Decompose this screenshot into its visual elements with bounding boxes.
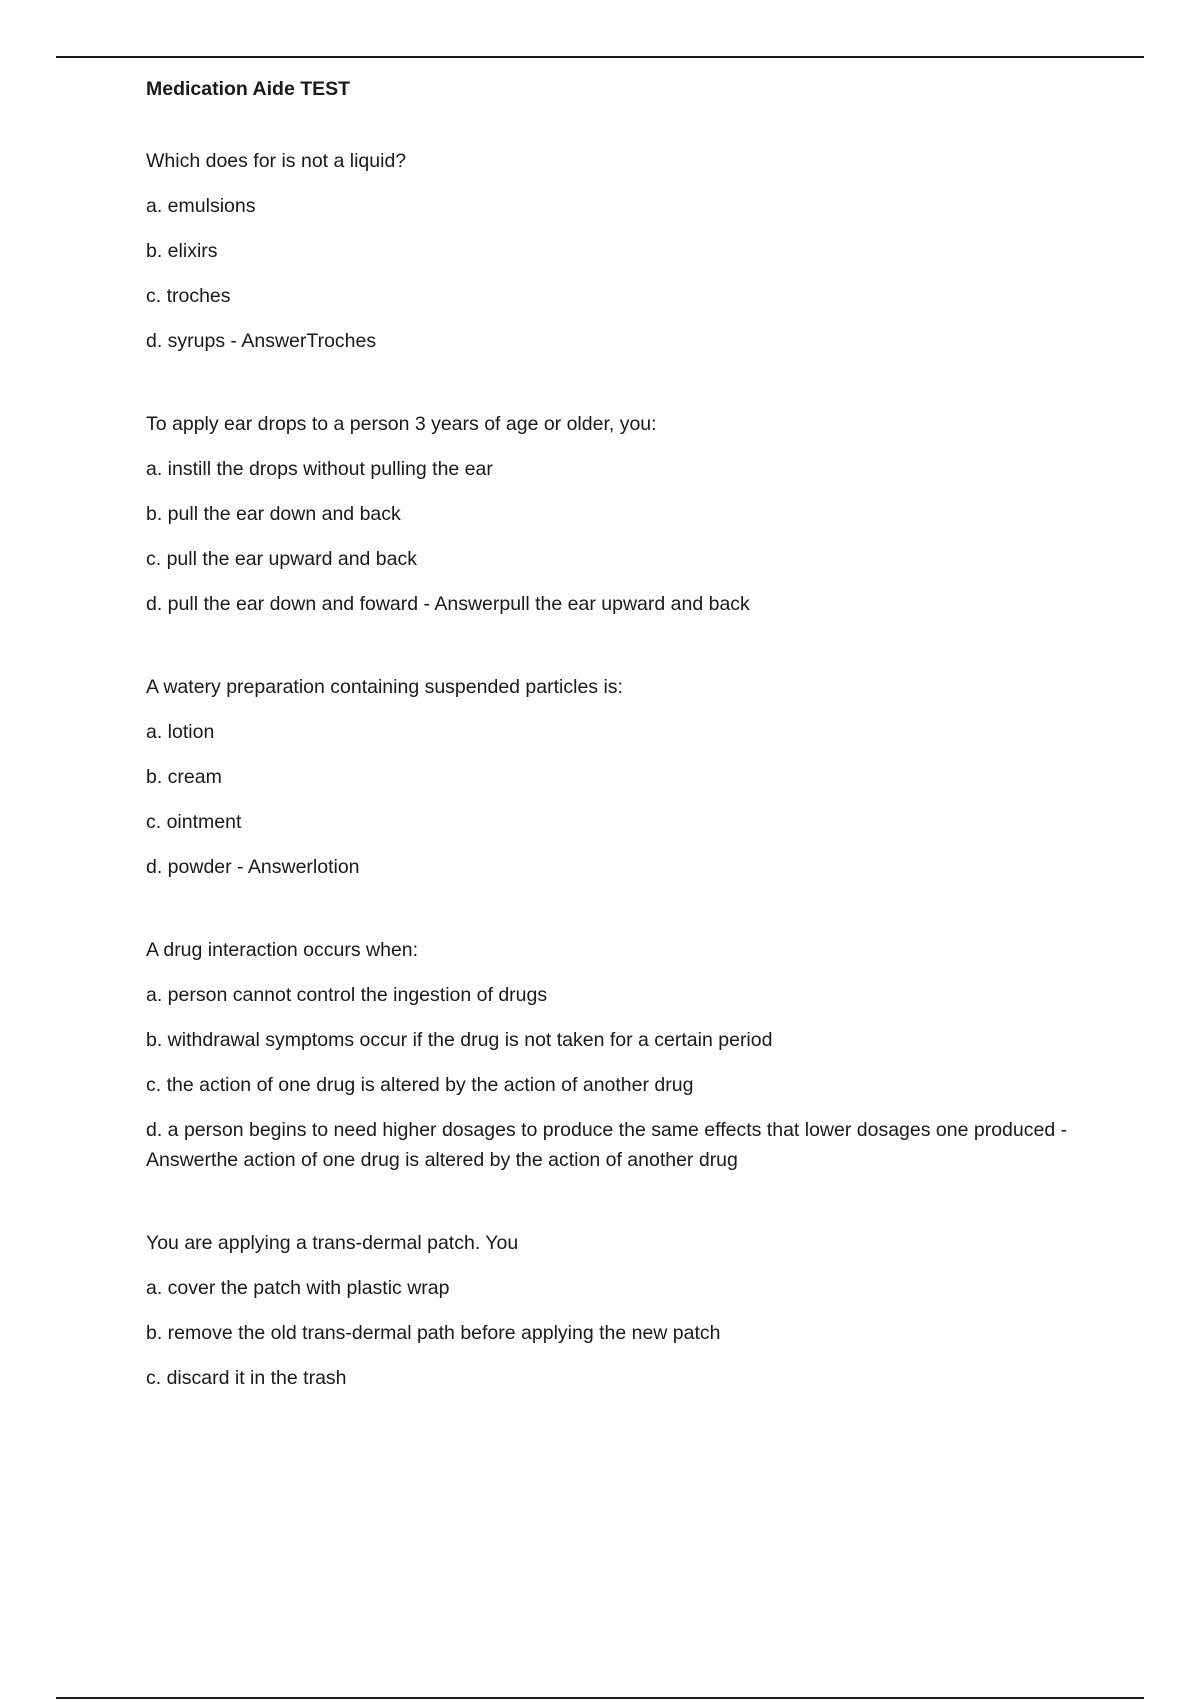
answer-option: a. lotion bbox=[146, 721, 215, 743]
answer-option: b. withdrawal symptoms occur if the drug is not taken for a certain period bbox=[146, 1029, 773, 1051]
header-rule bbox=[56, 56, 1144, 58]
answer-option: b. elixirs bbox=[146, 240, 218, 262]
answer-option: d. pull the ear down and foward - Answerpull the ear upward and back bbox=[146, 593, 750, 615]
question-text: You are applying a trans-dermal patch. You bbox=[146, 1232, 519, 1254]
answer-option: d. powder - Answerlotion bbox=[146, 856, 360, 878]
answer-option: c. discard it in the trash bbox=[146, 1367, 347, 1389]
question-text: A watery preparation containing suspended particles is: bbox=[146, 676, 623, 698]
answer-option: c. pull the ear upward and back bbox=[146, 548, 418, 570]
document-title: Medication Aide TEST bbox=[146, 78, 351, 100]
answer-option: c. ointment bbox=[146, 811, 242, 833]
answer-option: d. syrups - AnswerTroches bbox=[146, 330, 377, 352]
answer-option: a. emulsions bbox=[146, 195, 256, 217]
document-body bbox=[146, 74, 1096, 1393]
question-text: A drug interaction occurs when: bbox=[146, 939, 419, 961]
answer-option: c. the action of one drug is altered by the action of another drug bbox=[146, 1074, 694, 1096]
answer-option: a. person cannot control the ingestion of drugs bbox=[146, 984, 548, 1006]
question-2 bbox=[146, 409, 1096, 619]
answer-option: a. cover the patch with plastic wrap bbox=[146, 1277, 450, 1299]
answer-option: b. remove the old trans-dermal path before applying the new patch bbox=[146, 1322, 721, 1344]
question-5 bbox=[146, 1228, 1096, 1393]
answer-option: b. pull the ear down and back bbox=[146, 503, 401, 525]
question-text: To apply ear drops to a person 3 years of age or older, you: bbox=[146, 413, 657, 435]
answer-option: c. troches bbox=[146, 285, 231, 307]
answer-option: d. a person begins to need higher dosages to produce the same effects that lower dosages one produced - Answerthe action of one drug is altered by the action of another drug bbox=[146, 1119, 1068, 1171]
question-text: Which does for is not a liquid? bbox=[146, 150, 407, 172]
answer-option: a. instill the drops without pulling the ear bbox=[146, 458, 493, 480]
question-1 bbox=[146, 146, 1096, 356]
answer-option: b. cream bbox=[146, 766, 222, 788]
question-4 bbox=[146, 935, 1096, 1175]
question-3 bbox=[146, 672, 1096, 882]
footer-rule bbox=[56, 1697, 1144, 1699]
